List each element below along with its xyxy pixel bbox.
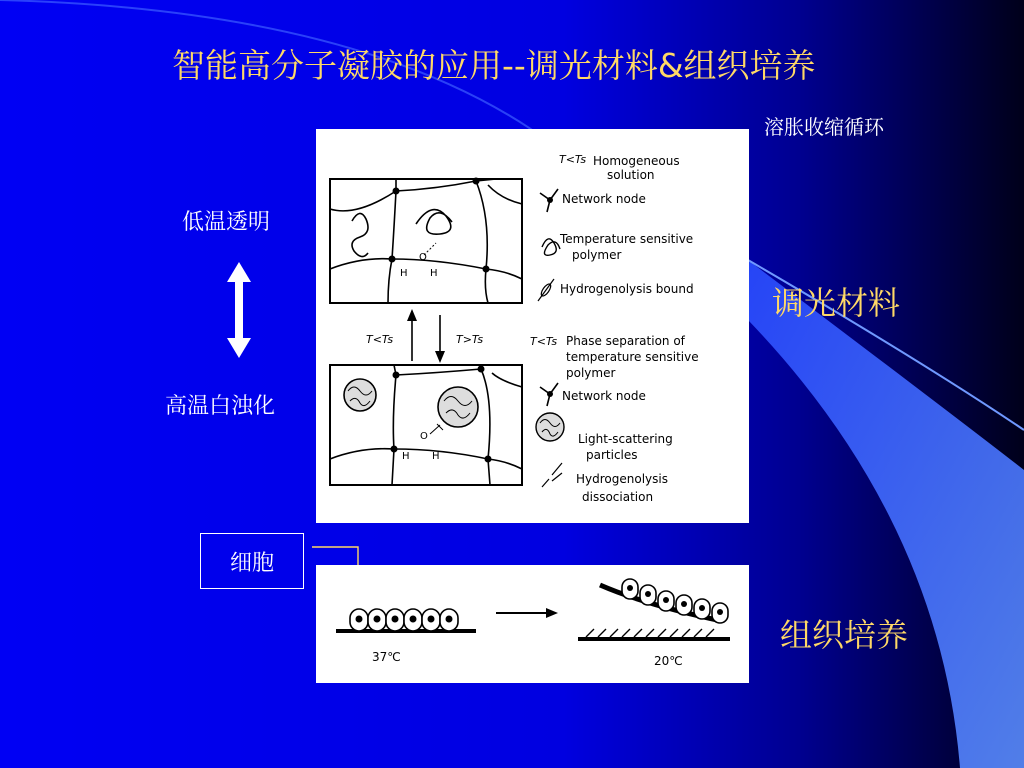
page-title [172, 40, 816, 87]
cell-label: 细胞 [229, 550, 274, 576]
svg-text:T<Ts: T<Ts [530, 335, 558, 348]
double-arrow-icon [224, 260, 254, 360]
arrow-left-condition: T<Ts [366, 333, 394, 346]
attached-cells [350, 609, 458, 631]
svg-text:Phase separation of: Phase separation of [566, 334, 685, 348]
tissue-culture-label: 组织培养 [780, 616, 909, 654]
temp-20-label: 20℃ [654, 654, 683, 668]
svg-text:H: H [430, 268, 438, 279]
water-molecule-bottom [402, 424, 443, 462]
svg-text:Network node: Network node [562, 389, 646, 403]
grafted-polymer-chains [586, 629, 714, 637]
cell-label-box [200, 533, 304, 589]
svg-text:O: O [420, 431, 428, 442]
svg-text:H: H [402, 451, 410, 462]
network-chains-top [330, 179, 522, 303]
title-tail: 调光材料&组织培养 [525, 46, 816, 85]
svg-text:dissociation: dissociation [582, 490, 654, 504]
particle-icon [536, 413, 564, 441]
svg-text:H: H [432, 451, 440, 462]
svg-text:H: H [400, 268, 408, 279]
legend-top [538, 153, 694, 301]
gel-mechanism-diagram [316, 129, 749, 523]
dissociation-icon [542, 463, 562, 487]
svg-text:particles: particles [586, 448, 638, 462]
high-temp-cloudy-label: 高温白浊化 [165, 394, 276, 419]
network-box-low-temp [330, 179, 522, 303]
temperature-polymer-icon [542, 239, 560, 255]
svg-text:Network node: Network node [562, 192, 646, 206]
legend-bottom [530, 334, 699, 504]
swelling-cycle-label: 溶胀收缩循环 [764, 115, 884, 139]
svg-text:polymer: polymer [566, 366, 616, 380]
light-control-material-label: 调光材料 [772, 284, 901, 322]
title-separator: -- [502, 46, 526, 85]
svg-text:T<Ts: T<Ts [559, 153, 587, 166]
temp-37-label: 37℃ [372, 650, 401, 664]
svg-text:polymer: polymer [572, 248, 622, 262]
svg-text:Homogeneous: Homogeneous [593, 154, 680, 168]
svg-text:solution: solution [607, 168, 655, 182]
svg-text:Temperature sensitive: Temperature sensitive [560, 232, 694, 246]
light-scattering-particles [344, 379, 478, 427]
svg-text:Hydrogenolysis bound: Hydrogenolysis bound [560, 282, 694, 296]
svg-text:Hydrogenolysis: Hydrogenolysis [576, 472, 668, 486]
network-nodes-top [389, 178, 490, 273]
cell-culture-svg [316, 565, 749, 683]
svg-text:temperature sensitive: temperature sensitive [566, 350, 699, 364]
hydrogen-bond-icon [538, 279, 554, 301]
transition-arrows [366, 309, 483, 363]
low-temp-transparent-label: 低温透明 [182, 210, 271, 235]
svg-text:Light-scattering: Light-scattering [578, 432, 673, 446]
arrow-right-condition: T>Ts [456, 333, 484, 346]
gel-mechanism-svg [316, 129, 749, 523]
title-main: 智能高分子凝胶的应用 [172, 46, 502, 85]
svg-text:O: O [419, 252, 427, 263]
cell-culture-diagram [316, 565, 749, 683]
